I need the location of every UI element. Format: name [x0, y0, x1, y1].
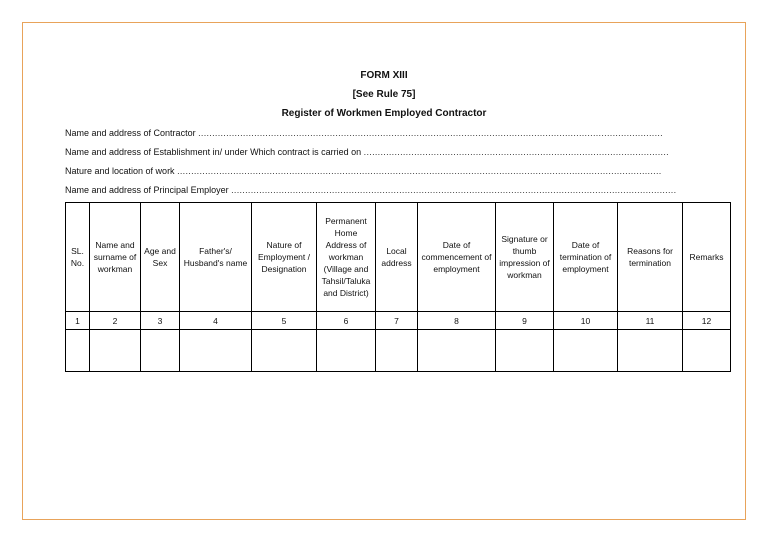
entry-cell[interactable] [683, 330, 731, 372]
principal-employer-label: Name and address of Principal Employer [65, 185, 229, 195]
column-number: 3 [141, 312, 180, 330]
column-number: 2 [90, 312, 141, 330]
entry-cell[interactable] [180, 330, 252, 372]
entry-cell[interactable] [418, 330, 496, 372]
column-number: 10 [554, 312, 618, 330]
principal-employer-dots: ............................................................................................................................................................... [231, 185, 677, 195]
blank-entry-row [66, 330, 731, 372]
work-location-field [65, 165, 688, 177]
entry-cell[interactable] [66, 330, 90, 372]
column-header: Signature or thumb impression of workman [496, 203, 554, 312]
column-header: Father's/ Husband's name [180, 203, 252, 312]
column-number: 4 [180, 312, 252, 330]
column-header: SL. No. [66, 203, 90, 312]
column-number: 7 [376, 312, 418, 330]
form-number: FORM XIII [360, 70, 408, 81]
rule-reference: [See Rule 75] [352, 89, 416, 100]
column-number: 8 [418, 312, 496, 330]
entry-cell[interactable] [317, 330, 376, 372]
column-header: Local address [376, 203, 418, 312]
column-header: Nature of Employment / Designation [252, 203, 317, 312]
workmen-register-table [65, 202, 731, 372]
column-header: Remarks [683, 203, 731, 312]
column-header: Reasons for termination [618, 203, 683, 312]
column-number: 12 [683, 312, 731, 330]
column-header: Date of termination of employment [554, 203, 618, 312]
contractor-label: Name and address of Contractor [65, 128, 196, 138]
work-location-label: Nature and location of work [65, 166, 175, 176]
column-header: Permanent Home Address of workman (Village and Tahsil/Taluka and District) [317, 203, 376, 312]
column-number: 6 [317, 312, 376, 330]
column-header: Date of commencement of employment [418, 203, 496, 312]
entry-cell[interactable] [376, 330, 418, 372]
column-number: 9 [496, 312, 554, 330]
establishment-label: Name and address of Establishment in/ under Which contract is carried on [65, 147, 362, 157]
contractor-field [65, 127, 688, 139]
column-number: 1 [66, 312, 90, 330]
header-row [66, 203, 731, 312]
entry-cell[interactable] [554, 330, 618, 372]
column-number: 5 [252, 312, 317, 330]
establishment-field [65, 146, 688, 158]
entry-cell[interactable] [618, 330, 683, 372]
column-number-row [66, 312, 731, 330]
establishment-dots: ............................................................................................................. [363, 147, 669, 157]
contractor-dots: ...................................................................................................................................................................... [198, 128, 663, 138]
entry-cell[interactable] [90, 330, 141, 372]
principal-employer-field [65, 184, 688, 196]
work-location-dots: ............................................................................................................................................................................. [177, 166, 662, 176]
entry-cell[interactable] [496, 330, 554, 372]
entry-cell[interactable] [252, 330, 317, 372]
column-header: Name and surname of workman [90, 203, 141, 312]
entry-cell[interactable] [141, 330, 180, 372]
register-title: Register of Workmen Employed Contractor [281, 108, 487, 119]
column-number: 11 [618, 312, 683, 330]
column-header: Age and Sex [141, 203, 180, 312]
